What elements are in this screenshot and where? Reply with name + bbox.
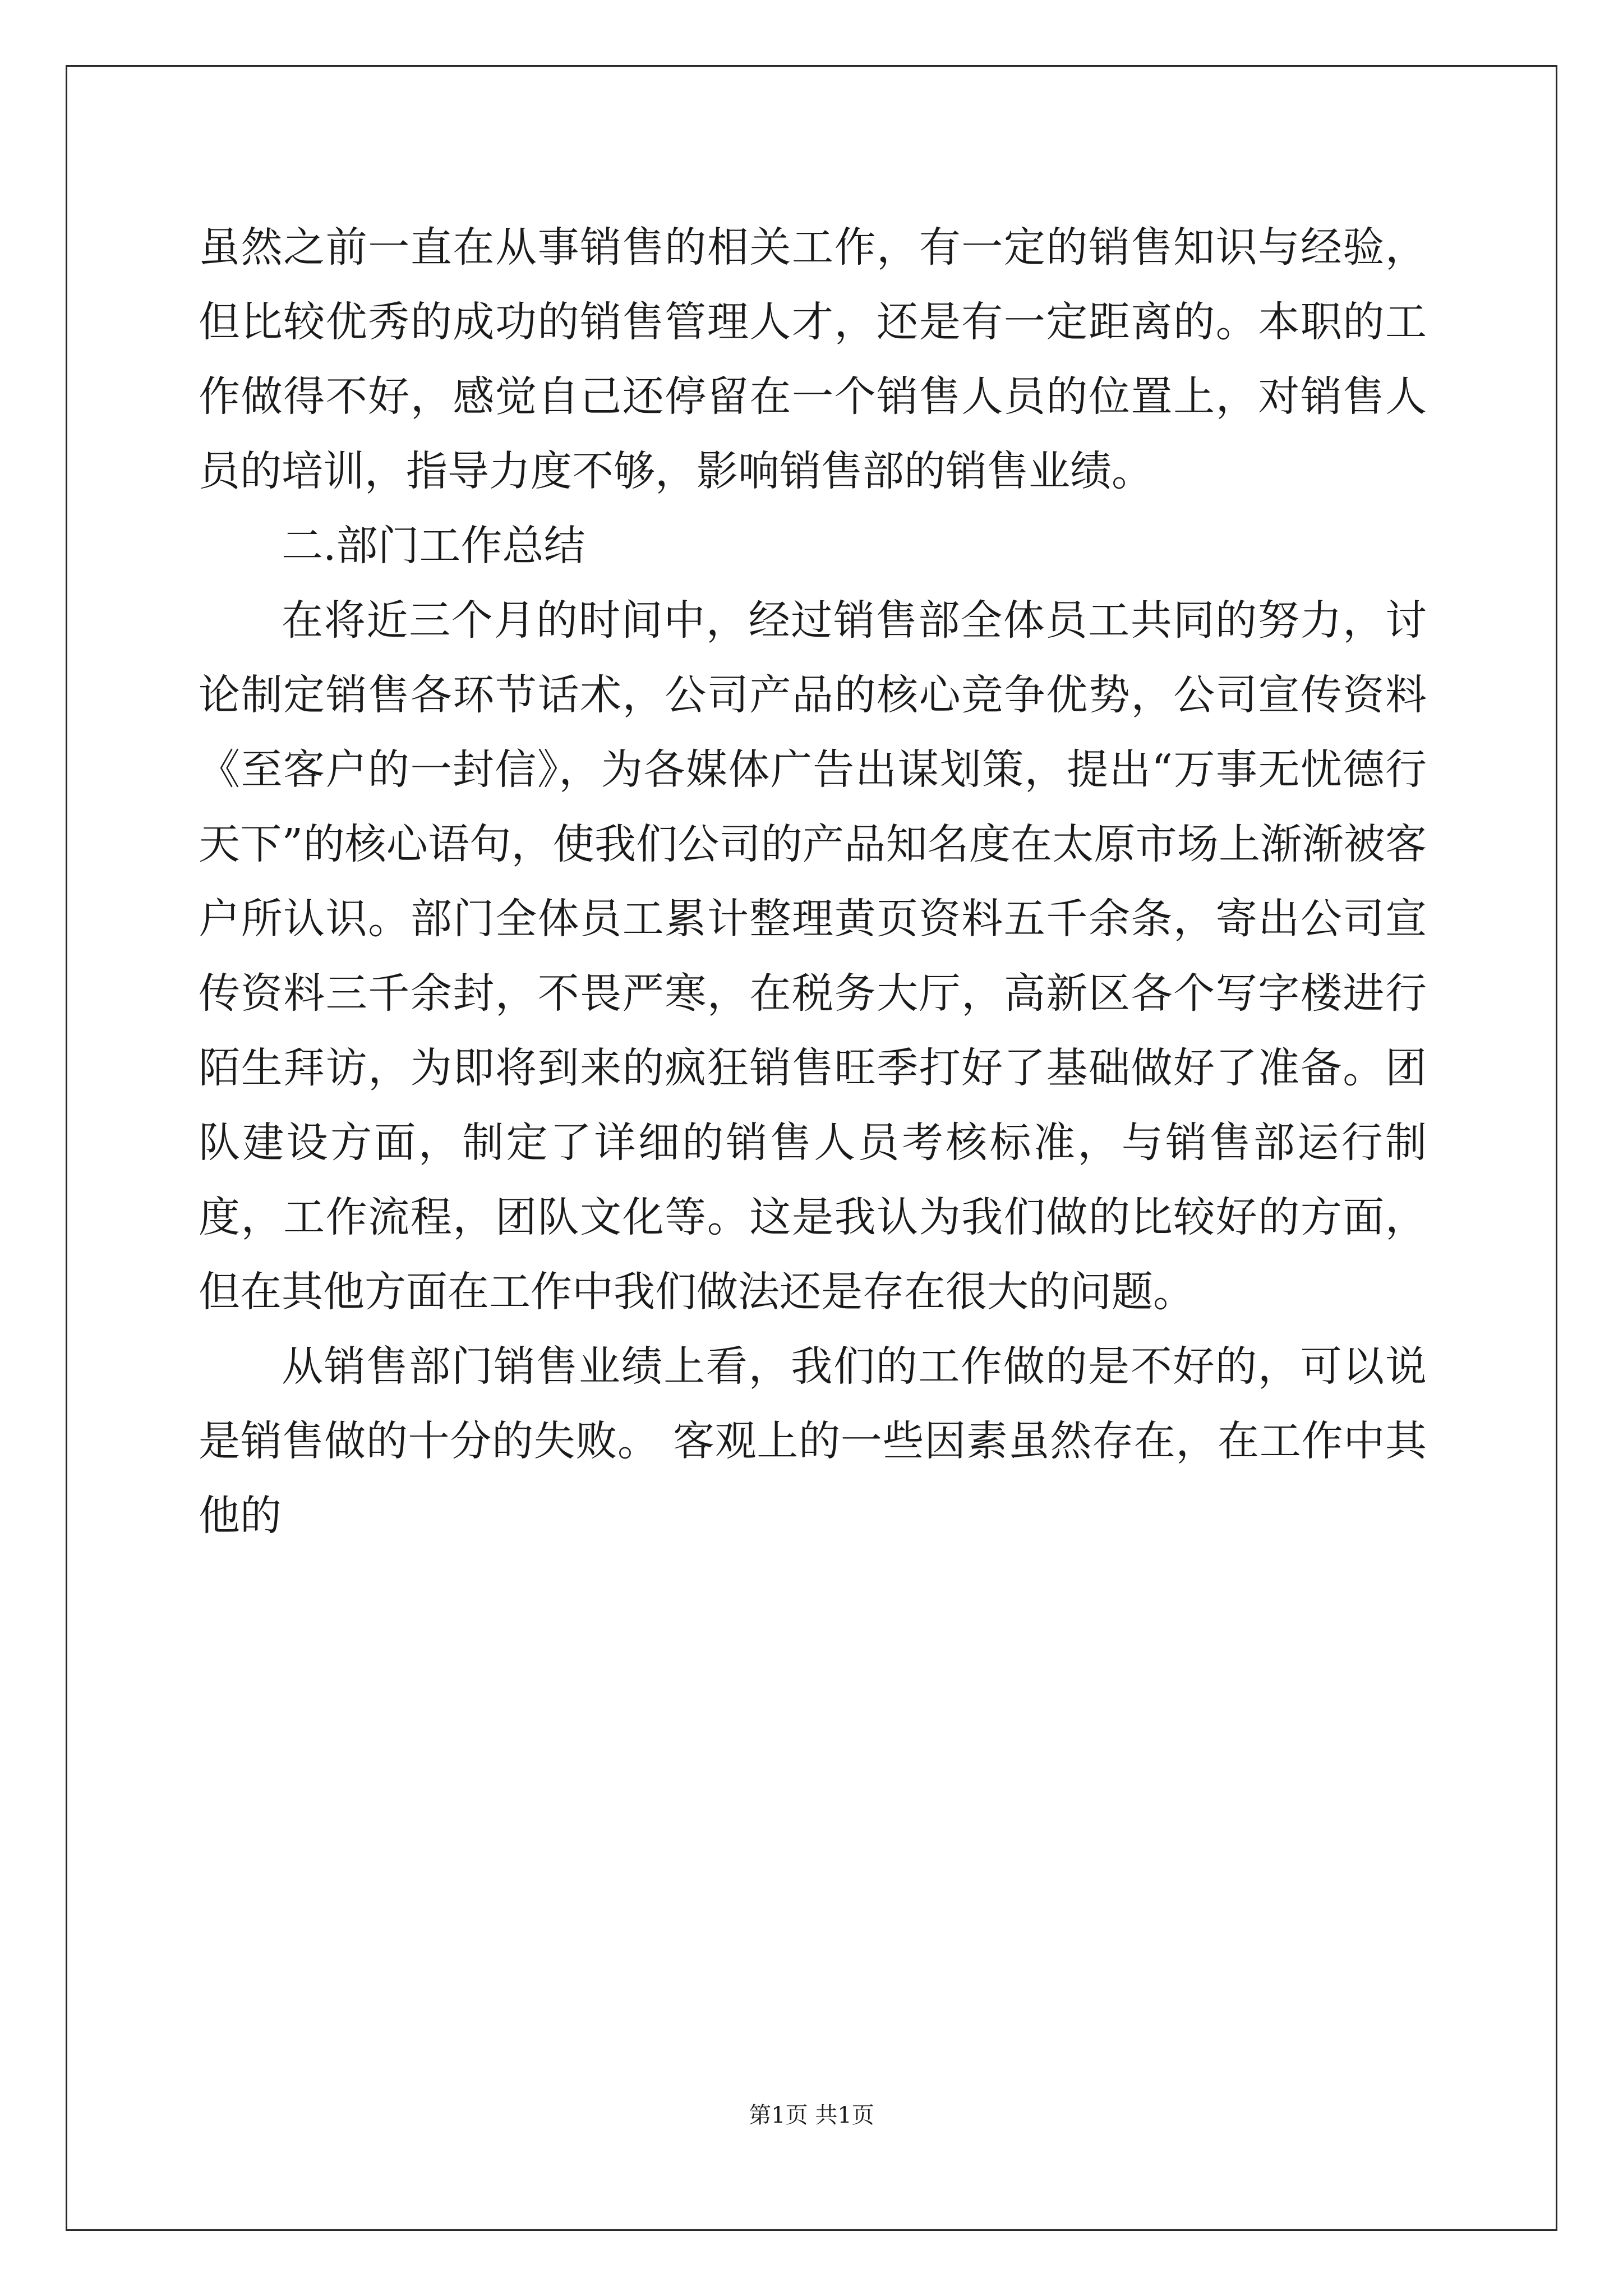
section-heading: 二.部门工作总结 [282, 522, 585, 570]
paragraph-2: 在将近三个月的时间中，经过销售部全体员工共同的努力，讨论制定销售各环节话术，公司产品的核心竞争优势，公司宣传资料《至客户的一封信》，为各媒体广告出谋划策，提出“万事无忧德行天下”的核心语句，使我们公司的产品知名度在太原市场上渐渐被客户所认识。部门全体员工累计整理黄页资料五千余条，寄出公司宣传资料三千余封，不畏严寒，在税务大厅，高新区各个写字楼进行陌生拜访，为即将到来的疯狂销售旺季打好了基础做好了准备。团队建设方面，制定了详细的销售人员考核标准，与销售部运行制度，工作流程，团队文化等。这是我认为我们做的比较好的方面，但在其他方面在工作中我们做法还是存在很大的问题。 [199, 596, 1427, 1316]
paragraph-3: 从销售部门销售业绩上看，我们的工作做的是不好的，可以说是销售做的十分的失败。 客观上的一些因素虽然存在，在工作中其他的 [199, 1342, 1427, 1540]
page-number-footer: 第1页 共1页 [749, 2102, 874, 2128]
document-body [199, 210, 1427, 1553]
paragraph-1: 虽然之前一直在从事销售的相关工作，有一定的销售知识与经验，但比较优秀的成功的销售管理人才，还是有一定距离的。本职的工作做得不好，感觉自己还停留在一个销售人员的位置上，对销售人员的培训，指导力度不够，影响销售部的销售业绩。 [199, 223, 1427, 495]
